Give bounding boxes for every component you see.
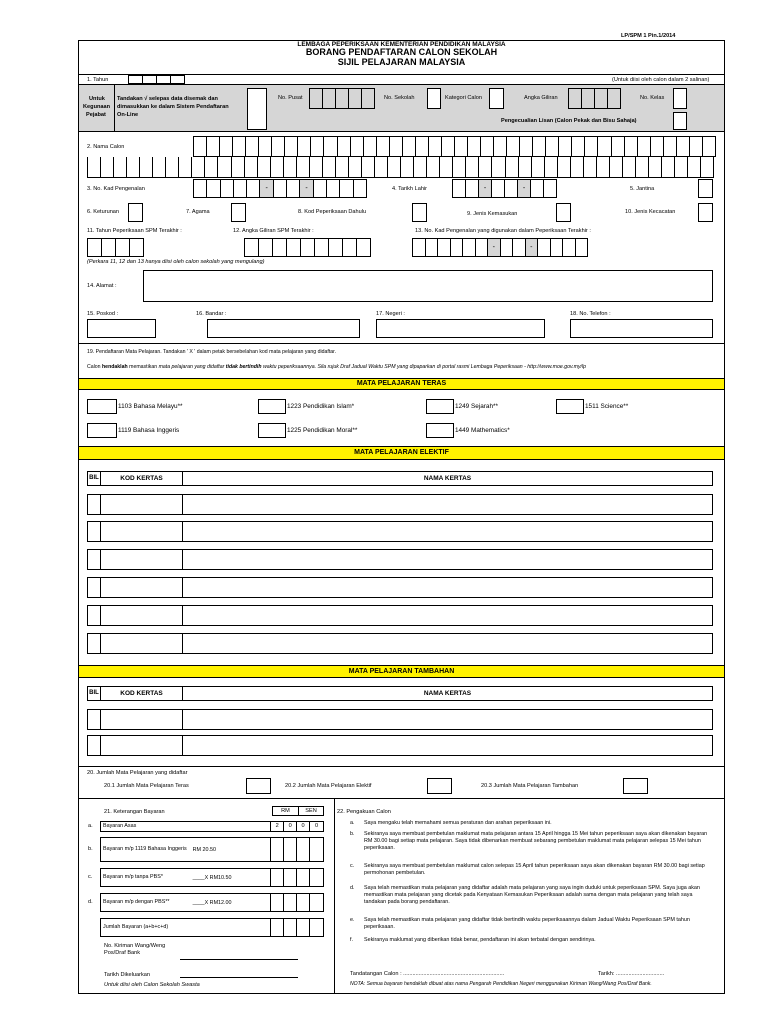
- jumlah-tambahan-label: 20.3 Jumlah Mata Pelajaran Tambahan: [481, 783, 579, 789]
- table-row[interactable]: [87, 521, 713, 542]
- payment-row-label: Bayaran Asas: [103, 823, 137, 830]
- payment-digit-cell[interactable]: [284, 894, 297, 911]
- kiriman-label: No. Kiriman Wang/Weng Pos/Draf Bank: [104, 943, 166, 956]
- teras-header: MATA PELAJARAN TERAS: [79, 378, 724, 390]
- kp-label: 3. No. Kad Pengenalan: [87, 186, 145, 192]
- kod-kertas-header: KOD KERTAS: [101, 472, 183, 485]
- teras-item-1119: 1119 Bahasa Inggeris: [118, 427, 180, 434]
- no-sekolah-label: No. Sekolah: [384, 95, 415, 101]
- teras-check-1225[interactable]: [258, 423, 286, 438]
- angka-boxes[interactable]: [568, 88, 621, 109]
- declaration-text: Saya mengaku telah memahami semua peraturan dan arahan peperiksaan ini.: [364, 820, 552, 826]
- table-row[interactable]: [87, 577, 713, 598]
- table-header: [87, 471, 713, 486]
- form-reference: LP/SPM 1 Pin.1/2014: [621, 33, 676, 39]
- teras-check-1103[interactable]: [87, 399, 117, 414]
- payment-row-letter: [79, 918, 99, 937]
- payment-row-rate: [191, 822, 272, 831]
- angka-spm-boxes[interactable]: [244, 238, 371, 257]
- payment-digit-cell[interactable]: 0: [297, 822, 310, 831]
- teras-check-1223[interactable]: [258, 399, 286, 414]
- tahun-label: 1. Tahun: [87, 77, 109, 83]
- kod-kertas-cell[interactable]: [101, 495, 183, 514]
- nama-row2[interactable]: [87, 157, 714, 178]
- header-line2: BORANG PENDAFTARAN CALON SEKOLAH: [305, 47, 498, 57]
- office-instr2: dimasukkan ke dalam Sistem Pendaftaran: [117, 104, 229, 110]
- declaration-letter: e.: [350, 917, 355, 923]
- signature-line[interactable]: Tandatangan Calon : .................................................................: [350, 971, 505, 977]
- payment-row: [100, 821, 324, 832]
- payment-digit-cell[interactable]: [297, 838, 310, 861]
- copies-note: (Untuk diisi oleh calon dalam 2 salinan): [612, 77, 710, 83]
- payment-row: [100, 868, 324, 887]
- kp-boxes[interactable]: [193, 179, 367, 198]
- kod-kertas-cell[interactable]: [101, 550, 183, 569]
- telefon-label: 18. No. Telefon :: [570, 311, 611, 317]
- payment-row-letter: b.: [88, 846, 93, 852]
- dash-separator: -: [479, 180, 492, 198]
- kod-kertas-cell[interactable]: [101, 710, 183, 729]
- kod-kertas-cell[interactable]: [101, 634, 183, 653]
- angka-spm-label: 12. Angka Giliran SPM Terakhir :: [233, 228, 314, 234]
- sen-header: SEN: [305, 808, 317, 814]
- payment-digit-cell[interactable]: [310, 894, 323, 911]
- no-pusat-boxes[interactable]: [309, 88, 375, 109]
- form-header: [79, 41, 724, 67]
- payment-row-letter: c.: [88, 874, 93, 880]
- negeri-label: 17. Negeri :: [376, 311, 405, 317]
- kp-spm-label: 13. No. Kad Pengenalan yang digunakan dalam Peperiksaan Terakhir :: [415, 228, 591, 234]
- declaration-title: 22. Pengakuan Calon: [337, 809, 391, 815]
- declaration-letter: f.: [350, 937, 353, 943]
- teras-item-1249: 1249 Sejarah**: [455, 403, 498, 410]
- untuk-label: Untuk: [89, 96, 105, 102]
- declaration-text: Sekiranya maklumat yang diberikan tidak benar, pendaftaran ini akan terbatal dengan sendirinya.: [364, 937, 596, 943]
- bil-header: BIL: [88, 687, 101, 700]
- teras-check-1249[interactable]: [426, 399, 454, 414]
- kod-kertas-cell[interactable]: [101, 522, 183, 541]
- alamat-label: 14. Alamat :: [87, 283, 117, 289]
- tarikh-lahir-boxes[interactable]: [452, 179, 557, 198]
- tarikh-dikeluarkan-label: Tarikh Dikeluarkan: [104, 972, 151, 978]
- declaration-date[interactable]: Tarikh: ...............................: [598, 971, 665, 977]
- bil-cell[interactable]: [88, 522, 101, 541]
- agama-box[interactable]: [231, 203, 246, 222]
- poskod-field[interactable]: [87, 319, 156, 338]
- pejabat-label: Pejabat: [86, 112, 106, 118]
- header-line1: LEMBAGA PEPERIKSAAN KEMENTERIAN PENDIDIKAN MALAYSIA: [297, 41, 506, 48]
- payment-digit-cell[interactable]: [271, 919, 284, 936]
- kecacatan-label: 10. Jenis Kecacatan: [625, 209, 676, 215]
- payment-digit-cell[interactable]: [310, 838, 323, 861]
- declaration-letter: c.: [350, 863, 355, 869]
- declaration-letter: a.: [350, 820, 355, 826]
- pengecualian-label: Pengecualian Lisan (Calon Pekak dan Bisu Sahaja): [501, 118, 637, 124]
- teras-check-1449[interactable]: [426, 423, 454, 438]
- teras-check-1511[interactable]: [556, 399, 584, 414]
- kemasukan-box[interactable]: [556, 203, 571, 222]
- nama-row1[interactable]: [193, 136, 716, 157]
- bil-cell[interactable]: [88, 606, 101, 625]
- teras-item-1449: 1449 Mathematics*: [455, 427, 510, 434]
- nama-kertas-cell[interactable]: [183, 550, 712, 569]
- tarikh-lahir-label: 4. Tarikh Lahir: [392, 186, 428, 192]
- payment-row: [100, 893, 324, 912]
- bil-cell[interactable]: [88, 710, 101, 729]
- jumlah-tambahan-box[interactable]: [623, 778, 648, 794]
- jumlah-elektif-label: 20.2 Jumlah Mata Pelajaran Elektif: [285, 783, 372, 789]
- payment-digit-cell[interactable]: [297, 894, 310, 911]
- kod-dahulu-box[interactable]: [412, 203, 427, 222]
- bil-cell[interactable]: [88, 550, 101, 569]
- kod-kertas-cell[interactable]: [101, 736, 183, 755]
- tahun-spm-boxes[interactable]: [87, 238, 144, 257]
- office-instr3: On-Line: [117, 112, 139, 118]
- pengecualian-box[interactable]: [673, 112, 687, 130]
- elektif-header: MATA PELAJARAN ELEKTIF: [79, 446, 724, 460]
- nama-kertas-cell[interactable]: [183, 634, 712, 653]
- payment-digit-cell[interactable]: [310, 919, 323, 936]
- office-instr1: Tandakan √ selepas data disemak dan: [117, 96, 218, 102]
- payment-row: [100, 837, 324, 862]
- nama-kertas-cell[interactable]: [183, 710, 712, 729]
- teras-item-1511: 1511 Science**: [585, 403, 629, 410]
- table-row[interactable]: [87, 605, 713, 626]
- table-row[interactable]: [87, 549, 713, 570]
- subjects-intro-line2: Calon hendaklah memastikan mata pelajaran yang didaftar tidak bertindih waktu peperiksaannya. Sila rujuk Draf Jadual Waktu SPM yang dipaparkan di portal rasmi Lembaga Peperiksaan - http://www.moe.gov.my/lp: [87, 364, 587, 370]
- subjects-intro-line1: 19. Pendaftaran Mata Pelajaran. Tandakan ' X ' dalam petak bersebelahan kod mata pelajaran yang didaftar.: [87, 349, 337, 355]
- tahun-boxes[interactable]: [128, 75, 185, 84]
- teras-check-1119[interactable]: [87, 423, 117, 438]
- table-row[interactable]: [87, 735, 713, 756]
- agama-label: 7. Agama: [186, 209, 210, 215]
- nama-kertas-header: NAMA KERTAS: [423, 690, 472, 697]
- bil-header: BIL: [88, 472, 101, 485]
- teras-item-1225: 1225 Pendidikan Moral**: [287, 427, 358, 434]
- alamat-field[interactable]: [143, 270, 713, 302]
- kategori-label: Kategori Calon: [445, 95, 483, 101]
- payment-digit-cell[interactable]: [310, 869, 323, 886]
- payment-row-rate: ____X RM10.50: [191, 869, 272, 886]
- dash-separator: -: [260, 180, 273, 198]
- bil-cell[interactable]: [88, 495, 101, 514]
- bil-cell[interactable]: [88, 578, 101, 597]
- no-kelas-box[interactable]: [673, 88, 687, 109]
- jantina-box[interactable]: [698, 179, 713, 198]
- declaration-letter: d.: [350, 885, 355, 891]
- payment-digit-cell[interactable]: 0: [284, 822, 297, 831]
- kemasukan-label: 9. Jenis Kemasukan: [467, 211, 518, 217]
- jumlah-teras-label: 20.1 Jumlah Mata Pelajaran Teras: [104, 783, 189, 789]
- declaration-text: Sekiranya saya membuat pembetulan maklumat mata pelajaran antara 15 April hingga 15 Mei tahun peperiksaan saya akan dikenakan bayaran RM 30.00 bagi setiap mata pelajaran. Saya tidak dibenarkan membuat sebarang pembetulan maklumat mata pelajaran selepas 15 Mei tahun peperiksaan.: [364, 831, 708, 851]
- kod-dahulu-label: 8. Kod Peperiksaan Dahulu: [298, 209, 367, 215]
- keturunan-box[interactable]: [128, 203, 143, 222]
- payment-digit-cell[interactable]: [271, 869, 284, 886]
- keturunan-label: 6. Keturunan: [87, 209, 120, 215]
- payment-digit-cell[interactable]: [284, 869, 297, 886]
- kod-kertas-header: KOD KERTAS: [101, 687, 183, 700]
- payment-digit-cell[interactable]: 0: [314, 823, 319, 829]
- payment-digit-cell[interactable]: 2: [271, 822, 284, 831]
- payment-digit-cell[interactable]: [271, 894, 284, 911]
- payment-row-label: Jumlah Bayaran (a+b+c+d): [101, 919, 271, 936]
- payment-row-rate: ____X RM12.00: [191, 894, 272, 911]
- declaration-text: Saya telah memastikan mata pelajaran yang didaftar adalah mata pelajaran yang saya ingin duduki untuk peperiksaan SPM. Saya juga akan memastikan mata pelajaran yang dicetak pada Kenyataan Kemasukan Peperiksaan adalah sama dengan mata pelajaran yang telah saya tandakan pada borang pendaftaran.: [364, 885, 700, 905]
- table-row[interactable]: [87, 494, 713, 515]
- payment-row-label: Bayaran m/p dengan PBS**: [103, 899, 170, 906]
- payment-title: 21. Keterangan Bayaran: [104, 809, 165, 815]
- teras-item-1223: 1223 Pendidikan Islam*: [287, 403, 355, 410]
- payment-row: [100, 918, 324, 937]
- telefon-field[interactable]: [570, 319, 713, 338]
- table-row[interactable]: [87, 709, 713, 730]
- nama-label: 2. Nama Calon: [87, 144, 125, 150]
- jumlah-teras-box[interactable]: [246, 778, 271, 794]
- no-kelas-label: No. Kelas: [640, 95, 665, 101]
- kod-kertas-cell[interactable]: [101, 578, 183, 597]
- nama-kertas-cell[interactable]: [183, 606, 712, 625]
- payment-row-rate: RM 20.50: [191, 838, 272, 861]
- payment-digit-cell[interactable]: [297, 869, 310, 886]
- payment-footnote: Untuk diisi oleh Calon Sekolah Swasta: [104, 982, 200, 988]
- table-row[interactable]: [87, 633, 713, 654]
- declaration-letter: b.: [350, 831, 355, 837]
- nama-kertas-cell[interactable]: [183, 578, 712, 597]
- declaration-nota: NOTA: Semua bayaran hendaklah dibuat atas nama Pengarah Pendidikan Negeri menggunakan Kiriman Wang/Wang Pos/Draf Bank.: [350, 981, 652, 987]
- nama-kertas-header: NAMA KERTAS: [423, 475, 472, 482]
- no-pusat-label: No. Pusat: [278, 95, 303, 101]
- bandar-label: 16. Bandar :: [196, 311, 227, 317]
- tambahan-header: MATA PELAJARAN TAMBAHAN: [79, 665, 724, 678]
- jumlah-elektif-box[interactable]: [427, 778, 452, 794]
- payment-row-letter: d.: [88, 899, 93, 905]
- jumlah-title: 20. Jumlah Mata Pelajaran yang didaftar: [87, 770, 188, 776]
- bil-cell[interactable]: [88, 634, 101, 653]
- payment-row-letter: a.: [88, 823, 93, 829]
- nama-kertas-cell[interactable]: [183, 522, 712, 541]
- header-line3: SIJIL PELAJARAN MALAYSIA: [337, 57, 466, 67]
- nama-kertas-cell[interactable]: [183, 736, 712, 755]
- payment-row-label: Bayaran m/p 1119 Bahasa Inggeris: [103, 846, 187, 853]
- kegunaan-label: Kegunaan: [83, 104, 111, 110]
- tahun-spm-label: 11. Tahun Peperiksaan SPM Terakhir :: [87, 228, 182, 234]
- payment-digit-cell[interactable]: [284, 838, 297, 861]
- dash-separator: -: [518, 180, 531, 198]
- dash-separator: -: [526, 239, 539, 257]
- kp-spm-boxes[interactable]: [412, 238, 588, 257]
- declaration-text: Sekiranya saya membuat pembetulan maklumat calon selepas 15 April tahun peperiksaan saya akan dikenakan bayaran RM 30.00 bagi setiap permohonan pembetulan.: [364, 863, 705, 876]
- angka-label: Angka Giliran: [524, 95, 558, 101]
- kecacatan-box[interactable]: [698, 203, 713, 222]
- perkara-note: (Perkara 11, 12 dan 13 hanya diisi oleh calon sekolah yang mengulang): [87, 259, 265, 265]
- negeri-field[interactable]: [376, 319, 545, 338]
- dash-separator: -: [300, 180, 313, 198]
- dash-separator: -: [488, 239, 501, 257]
- kod-kertas-cell[interactable]: [101, 606, 183, 625]
- payment-header: [272, 806, 324, 816]
- rm-header: RM: [273, 807, 299, 815]
- payment-digit-cell[interactable]: [284, 919, 297, 936]
- nama-kertas-cell[interactable]: [183, 495, 712, 514]
- payment-row-label: Bayaran m/p tanpa PBS*: [103, 874, 163, 881]
- payment-digit-cell[interactable]: [271, 838, 284, 861]
- teras-item-1103: 1103 Bahasa Melayu**: [118, 403, 183, 410]
- bandar-field[interactable]: [207, 319, 360, 338]
- poskod-label: 15. Poskod :: [87, 311, 119, 317]
- table-header: [87, 686, 713, 701]
- jantina-label: 5. Jantina: [630, 186, 655, 192]
- verify-checkbox[interactable]: [247, 88, 267, 130]
- bil-cell[interactable]: [88, 736, 101, 755]
- kategori-box[interactable]: [489, 88, 504, 109]
- declaration-text: Saya telah memastikan mata pelajaran yang didaftar tidak bertindih waktu peperiksaannya dalam Jadual Waktu Peperiksaan SPM tahun peperiksaan.: [364, 917, 690, 930]
- payment-digit-cell[interactable]: [297, 919, 310, 936]
- no-sekolah-box[interactable]: [427, 88, 441, 109]
